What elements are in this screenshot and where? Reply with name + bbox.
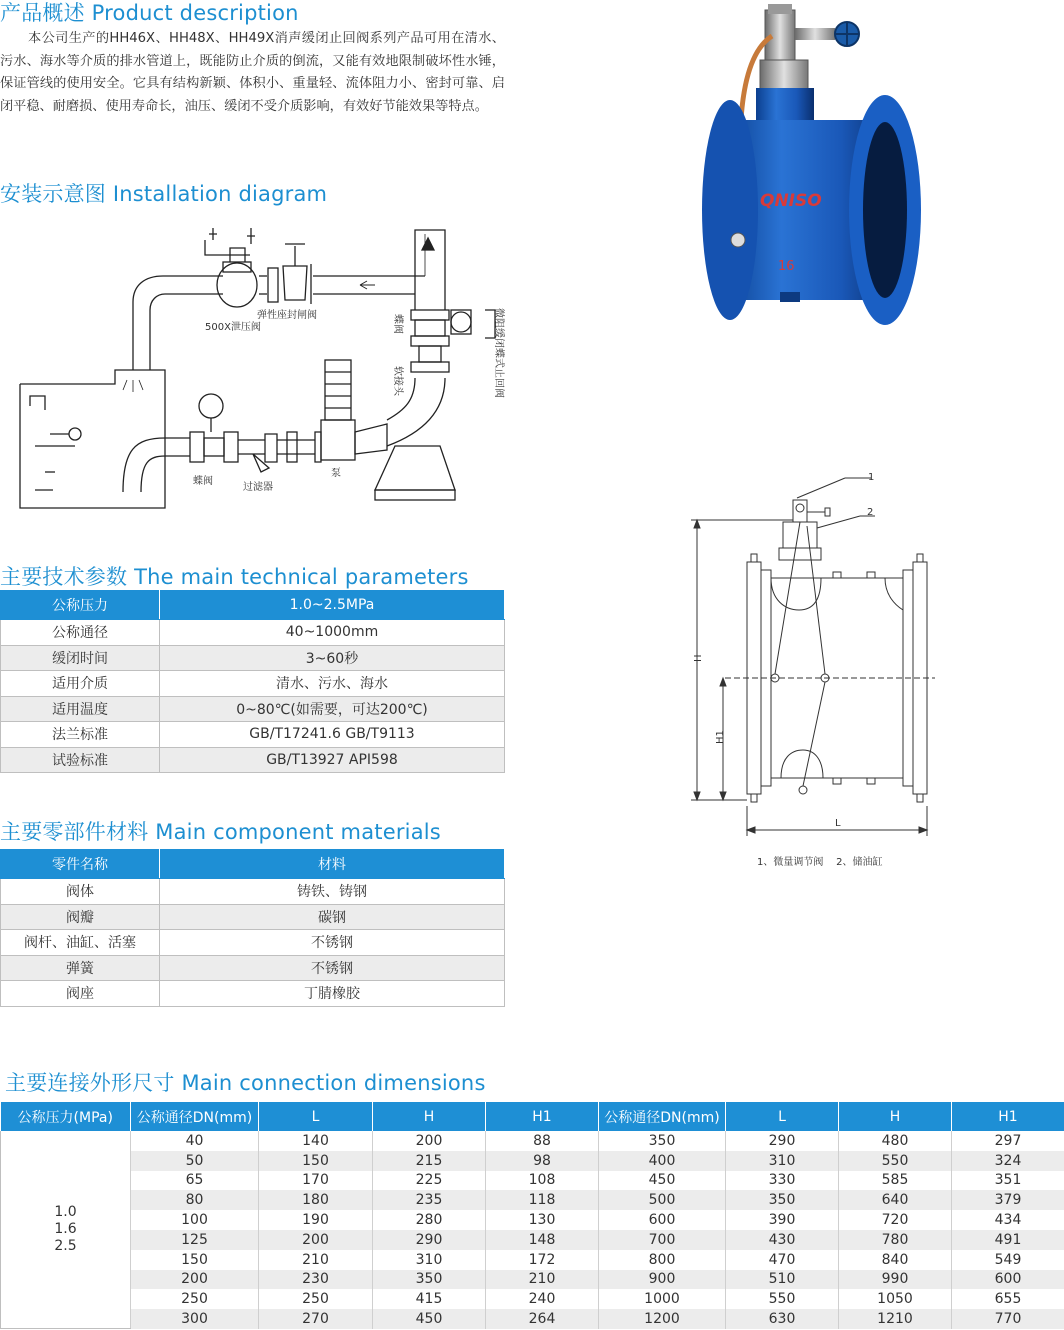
table-row <box>1 747 505 773</box>
dim-cell: 200 <box>259 1230 373 1250</box>
table-row <box>1 1250 1064 1270</box>
dim-cell: 250 <box>131 1289 259 1309</box>
param-value: 40~1000mm <box>160 620 505 646</box>
header-h1-1: H1 <box>486 1102 599 1131</box>
param-value: GB/T13927 API598 <box>160 747 505 773</box>
param-value: 清水、污水、海水 <box>160 671 505 697</box>
callout-1: 1 <box>868 472 875 483</box>
dim-cell: 140 <box>259 1131 373 1151</box>
dim-cell: 430 <box>726 1230 839 1250</box>
dim-cell: 549 <box>952 1250 1064 1270</box>
dim-cell: 290 <box>726 1131 839 1151</box>
dim-cell: 1200 <box>599 1309 726 1329</box>
installation-diagram <box>15 210 515 520</box>
part-name: 阀座 <box>1 981 160 1007</box>
product-brand: QNISO <box>760 191 822 211</box>
dim-cell: 480 <box>839 1131 952 1151</box>
param-value: 0~80℃(如需要，可达200℃) <box>160 696 505 722</box>
dim-cell: 50 <box>131 1151 259 1171</box>
dim-cell: 415 <box>373 1289 486 1309</box>
dim-cell: 350 <box>599 1131 726 1151</box>
dim-cell: 990 <box>839 1270 952 1290</box>
label-check-valve: 微阻缓闭蝶式止回阀 <box>493 308 504 398</box>
header-l-1: L <box>259 1102 373 1131</box>
dim-cell: 700 <box>599 1230 726 1250</box>
part-material: 不锈钢 <box>160 955 505 981</box>
dim-cell: 585 <box>839 1171 952 1191</box>
dim-cell: 150 <box>259 1151 373 1171</box>
part-material: 铸铁、铸钢 <box>160 879 505 905</box>
product-mark: 16 <box>778 259 795 274</box>
label-gate-valve: 弹性座封闸阀 <box>257 310 317 321</box>
dim-cell: 200 <box>373 1131 486 1151</box>
param-value: 3~60秒 <box>160 645 505 671</box>
dim-cell: 330 <box>726 1171 839 1191</box>
dim-cell: 600 <box>952 1270 1064 1290</box>
dim-cell: 390 <box>726 1210 839 1230</box>
part-material: 不锈钢 <box>160 930 505 956</box>
dim-cell: 118 <box>486 1190 599 1210</box>
dim-cell: 324 <box>952 1151 1064 1171</box>
dim-cell: 630 <box>726 1309 839 1329</box>
dim-cell: 310 <box>726 1151 839 1171</box>
dim-cell: 491 <box>952 1230 1064 1250</box>
pressure-value: 2.5 <box>54 1238 77 1255</box>
dim-cell: 80 <box>131 1190 259 1210</box>
dim-cell: 264 <box>486 1309 599 1329</box>
dim-cell: 250 <box>259 1289 373 1309</box>
materials-header-material: 材料 <box>160 850 505 879</box>
param-name: 试验标准 <box>1 747 160 773</box>
param-value: GB/T17241.6 GB/T9113 <box>160 722 505 748</box>
dim-cell: 150 <box>131 1250 259 1270</box>
dim-cell: 40 <box>131 1131 259 1151</box>
table-row <box>1 1131 1064 1151</box>
dim-h1-label: H1 <box>715 730 726 744</box>
param-name: 公称通径 <box>1 620 160 646</box>
dim-cell: 180 <box>259 1190 373 1210</box>
dim-cell: 235 <box>373 1190 486 1210</box>
technical-header-value: 1.0~2.5MPa <box>160 591 505 620</box>
dim-cell: 200 <box>131 1270 259 1290</box>
dim-cell: 270 <box>259 1309 373 1329</box>
header-dn-1: 公称通径DN(mm) <box>131 1102 259 1131</box>
table-row <box>1 696 505 722</box>
dim-cell: 840 <box>839 1250 952 1270</box>
dim-cell: 300 <box>131 1309 259 1329</box>
dim-cell: 1000 <box>599 1289 726 1309</box>
dim-cell: 720 <box>839 1210 952 1230</box>
technical-header-row <box>1 591 505 620</box>
dim-cell: 210 <box>486 1270 599 1290</box>
dim-cell: 130 <box>486 1210 599 1230</box>
label-butterfly: 蝶阀 <box>193 476 213 487</box>
dim-cell: 210 <box>259 1250 373 1270</box>
dim-cell: 379 <box>952 1190 1064 1210</box>
dim-cell: 470 <box>726 1250 839 1270</box>
product-photo <box>690 0 930 330</box>
technical-drawing <box>685 470 955 880</box>
header-pressure: 公称压力(MPa) <box>1 1102 131 1131</box>
dim-cell: 297 <box>952 1131 1064 1151</box>
table-row <box>1 981 505 1007</box>
table-row <box>1 1289 1064 1309</box>
dim-cell: 800 <box>599 1250 726 1270</box>
table-row <box>1 1151 1064 1171</box>
dim-cell: 108 <box>486 1171 599 1191</box>
label-filter: 过滤器 <box>243 482 273 493</box>
dim-cell: 900 <box>599 1270 726 1290</box>
table-row <box>1 645 505 671</box>
dim-cell: 1050 <box>839 1289 952 1309</box>
dim-cell: 780 <box>839 1230 952 1250</box>
part-material: 碳钢 <box>160 904 505 930</box>
dim-cell: 500 <box>599 1190 726 1210</box>
dim-cell: 550 <box>726 1289 839 1309</box>
table-row <box>1 1230 1064 1250</box>
dim-cell: 400 <box>599 1151 726 1171</box>
dimensions-table <box>0 1102 1064 1329</box>
dim-cell: 310 <box>373 1250 486 1270</box>
materials-header-row <box>1 850 505 879</box>
product-description-text: 本公司生产的HH46X、HH48X、HH49X消声缓闭止回阀系列产品可用在清水、污水、海水等介质的排水管道上，既能防止介质的倒流，又能有效地限制破坏性水锤，保证管线的使用安全。它具有结构新颖、体积小、重量轻、流体阻力小、密封可靠、启闭平稳、耐磨损、使用寿命长，油压、缓闭不受介质影响，有效好节能效果等特点。 <box>0 31 505 114</box>
pressure-cell <box>1 1131 131 1329</box>
dim-cell: 510 <box>726 1270 839 1290</box>
label-pump: 泵 <box>331 468 341 479</box>
dimensions-header-row <box>1 1102 1064 1131</box>
label-relief-valve: 500X泄压阀 <box>205 322 261 333</box>
dim-cell: 125 <box>131 1230 259 1250</box>
dim-cell: 148 <box>486 1230 599 1250</box>
materials-header-part: 零件名称 <box>1 850 160 879</box>
dim-cell: 655 <box>952 1289 1064 1309</box>
dim-cell: 65 <box>131 1171 259 1191</box>
materials-title: 主要零部件材料 Main component materials <box>0 820 441 844</box>
callout-2: 2 <box>867 507 874 518</box>
dim-cell: 190 <box>259 1210 373 1230</box>
dim-cell: 434 <box>952 1210 1064 1230</box>
label-joint: 软接头 <box>392 366 403 396</box>
drawing-legend: 1、微量调节阀 2、储油缸 <box>757 857 883 868</box>
dim-l-label: L <box>835 818 841 829</box>
param-name: 法兰标准 <box>1 722 160 748</box>
param-name: 适用介质 <box>1 671 160 697</box>
technical-table <box>0 590 505 773</box>
part-name: 阀体 <box>1 879 160 905</box>
product-description-title: 产品概述 Product description <box>0 1 299 25</box>
pressure-value: 1.6 <box>54 1221 77 1238</box>
header-l-2: L <box>726 1102 839 1131</box>
table-row <box>1 1309 1064 1329</box>
technical-title: 主要技术参数 The main technical parameters <box>0 565 469 589</box>
technical-header-key: 公称压力 <box>1 591 160 620</box>
part-name: 阀瓣 <box>1 904 160 930</box>
table-row <box>1 1270 1064 1290</box>
part-name: 弹簧 <box>1 955 160 981</box>
part-material: 丁腈橡胶 <box>160 981 505 1007</box>
dim-cell: 350 <box>373 1270 486 1290</box>
param-name: 适用温度 <box>1 696 160 722</box>
dim-cell: 450 <box>599 1171 726 1191</box>
dim-cell: 170 <box>259 1171 373 1191</box>
table-row <box>1 671 505 697</box>
dimensions-title: 主要连接外形尺寸 Main connection dimensions <box>5 1071 486 1095</box>
header-h-1: H <box>373 1102 486 1131</box>
table-row <box>1 930 505 956</box>
dim-h-label: H <box>693 654 704 662</box>
pressure-value: 1.0 <box>54 1204 77 1221</box>
dim-cell: 88 <box>486 1131 599 1151</box>
table-row <box>1 1171 1064 1191</box>
part-name: 阀杆、油缸、活塞 <box>1 930 160 956</box>
table-row <box>1 722 505 748</box>
table-row <box>1 1210 1064 1230</box>
param-name: 缓闭时间 <box>1 645 160 671</box>
dim-cell: 240 <box>486 1289 599 1309</box>
label-butterfly-vertical: 蝶阀 <box>392 314 403 334</box>
dim-cell: 351 <box>952 1171 1064 1191</box>
dim-cell: 550 <box>839 1151 952 1171</box>
materials-table <box>0 849 505 1007</box>
dim-cell: 100 <box>131 1210 259 1230</box>
table-row <box>1 1190 1064 1210</box>
dim-cell: 280 <box>373 1210 486 1230</box>
dim-cell: 215 <box>373 1151 486 1171</box>
header-dn-2: 公称通径DN(mm) <box>599 1102 726 1131</box>
dim-cell: 172 <box>486 1250 599 1270</box>
header-h1-2: H1 <box>952 1102 1064 1131</box>
dim-cell: 600 <box>599 1210 726 1230</box>
table-row <box>1 955 505 981</box>
installation-diagram-title: 安装示意图 Installation diagram <box>0 182 328 206</box>
header-h-2: H <box>839 1102 952 1131</box>
dim-cell: 290 <box>373 1230 486 1250</box>
dim-cell: 350 <box>726 1190 839 1210</box>
dim-cell: 225 <box>373 1171 486 1191</box>
dim-cell: 640 <box>839 1190 952 1210</box>
table-row <box>1 620 505 646</box>
dim-cell: 770 <box>952 1309 1064 1329</box>
table-row <box>1 904 505 930</box>
dim-cell: 450 <box>373 1309 486 1329</box>
table-row <box>1 879 505 905</box>
dim-cell: 230 <box>259 1270 373 1290</box>
dim-cell: 98 <box>486 1151 599 1171</box>
dim-cell: 1210 <box>839 1309 952 1329</box>
